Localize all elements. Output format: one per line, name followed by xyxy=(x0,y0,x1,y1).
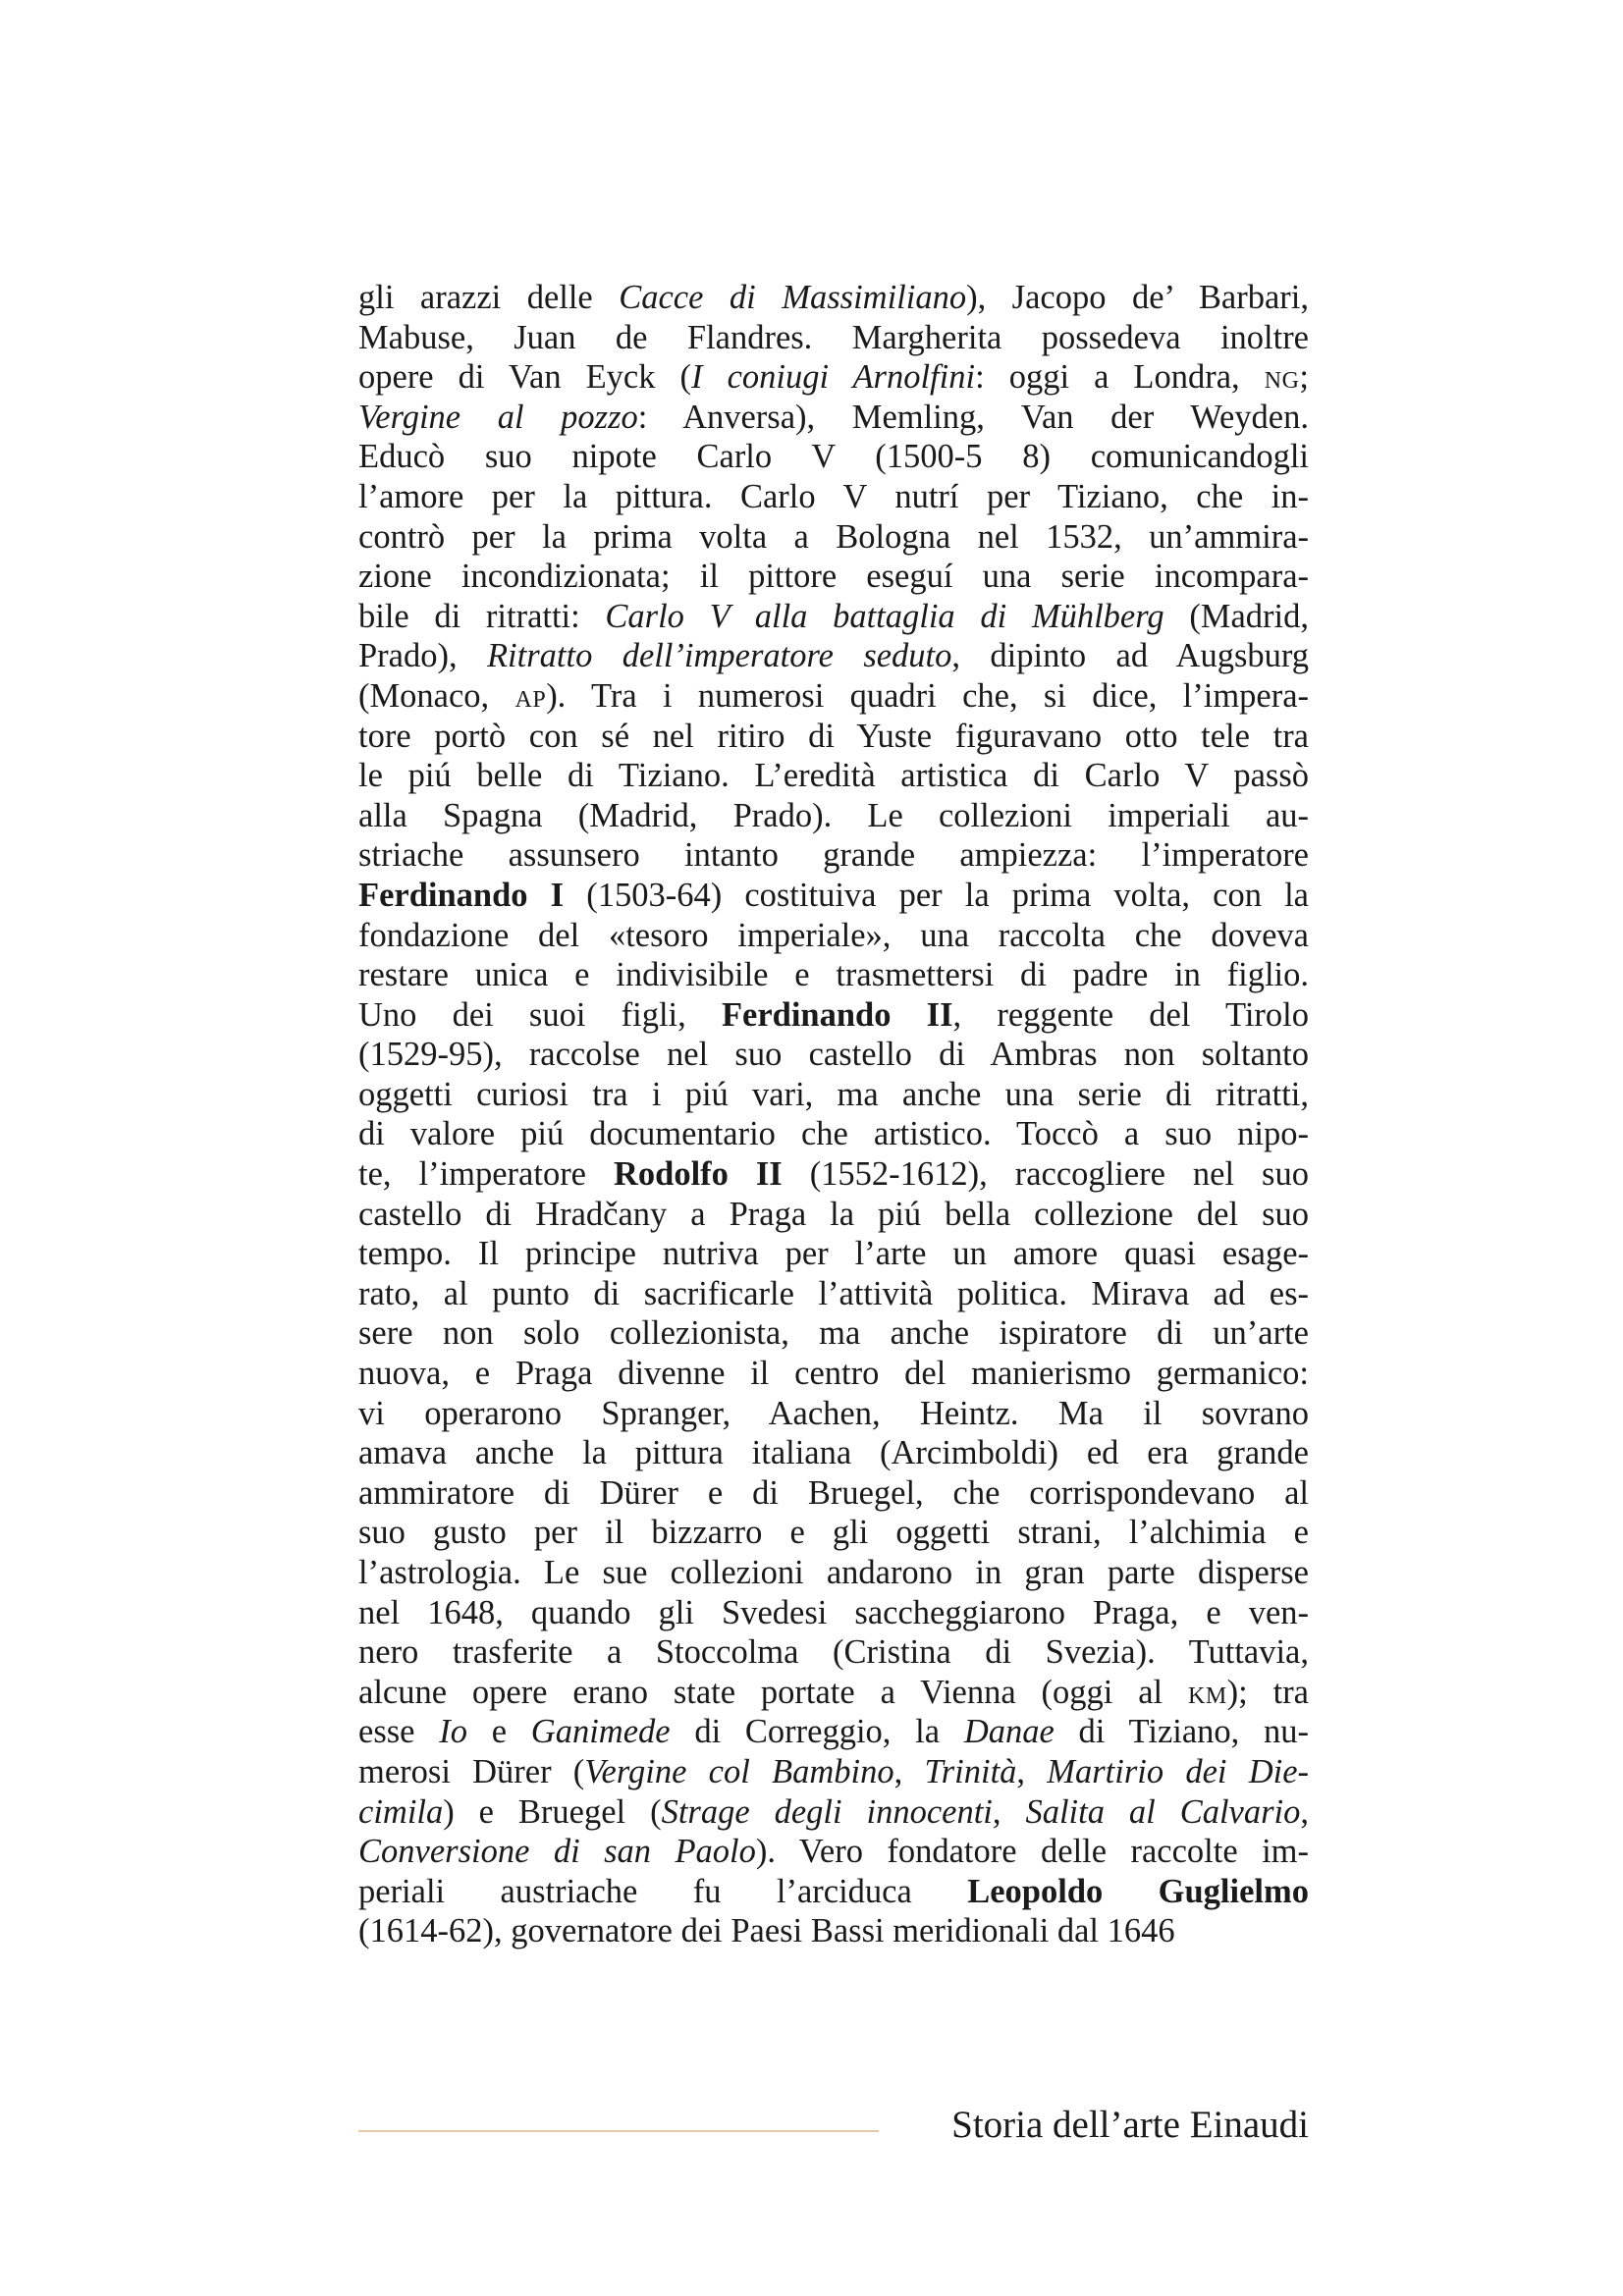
text-segment: ), Jacopo de’ Barbari, xyxy=(966,279,1309,316)
text-line xyxy=(358,1832,1309,1872)
text-line xyxy=(358,1712,1309,1752)
text-segment: bile di ritratti: xyxy=(358,597,606,635)
bold-text: Ferdinando I xyxy=(358,876,565,914)
text-segment: Educò suo nipote Carlo V (1500-5 8) comunicandogli xyxy=(358,438,1309,476)
text-segment: , xyxy=(1016,1752,1048,1790)
text-segment: Uno dei suoi figli, xyxy=(358,995,722,1034)
text-segment: (1529-95), raccolse nel suo castello di Ambras non soltanto xyxy=(358,1036,1309,1074)
text-line xyxy=(358,1114,1309,1154)
text-segment: di Correggio, la xyxy=(670,1713,964,1751)
text-segment: periali austriache fu l’arciduca xyxy=(358,1872,968,1910)
text-line xyxy=(358,1632,1309,1673)
text-line xyxy=(358,796,1309,836)
text-segment: (1552-1612), raccogliere nel suo xyxy=(782,1155,1309,1194)
text-segment: (Madrid, xyxy=(1163,597,1309,635)
text-line xyxy=(358,1872,1309,1912)
text-line xyxy=(358,318,1309,358)
text-segment: oggetti curiosi tra i piú vari, ma anche una serie di ritratti, xyxy=(358,1075,1309,1113)
italic-text: Carlo V alla battaglia di Mühlberg xyxy=(605,597,1164,635)
text-segment: ). Vero fondatore delle raccolte im- xyxy=(755,1833,1309,1871)
text-line xyxy=(358,437,1309,477)
text-segment: zione incondizionata; il pittore eseguí una serie incompara- xyxy=(358,558,1309,596)
text-line xyxy=(358,477,1309,517)
bold-text: Ferdinando II xyxy=(721,995,953,1034)
text-segment: nero trasferite a Stoccolma (Cristina di Svezia). Tuttavia, xyxy=(358,1633,1309,1672)
italic-text: Martirio dei Die- xyxy=(1047,1752,1310,1790)
text-segment: rato, al punto di sacrificarle l’attività politica. Mirava ad es- xyxy=(358,1274,1309,1312)
italic-text: Ganimede xyxy=(530,1713,671,1751)
body-text xyxy=(358,278,1309,1951)
text-segment: , xyxy=(992,1792,1026,1831)
italic-text: cimila xyxy=(358,1792,444,1831)
text-segment: : Anversa), Memling, Van der Weyden. xyxy=(637,398,1309,436)
text-segment: castello di Hradčany a Praga la piú bella collezione del suo xyxy=(358,1195,1309,1233)
text-segment: , xyxy=(1300,1792,1309,1831)
text-line xyxy=(358,1234,1309,1274)
text-line xyxy=(358,1154,1309,1195)
text-line xyxy=(358,1274,1309,1314)
text-segment: suo gusto per il bizzarro e gli oggetti strani, l’alchimia e xyxy=(358,1514,1309,1552)
text-segment: Prado), xyxy=(358,637,487,675)
text-line xyxy=(358,1394,1309,1434)
text-segment: di Tiziano, nu- xyxy=(1054,1713,1310,1751)
text-segment: ) e Bruegel ( xyxy=(443,1792,662,1831)
small-caps-text: ap xyxy=(514,676,547,715)
text-segment: e xyxy=(466,1713,531,1751)
italic-text: Vergine al pozzo xyxy=(358,398,638,436)
text-segment: striache assunsero intanto grande ampiezza: l’imperatore xyxy=(358,836,1309,875)
page-footer xyxy=(358,2101,1309,2150)
text-segment: , xyxy=(893,1752,925,1790)
text-segment: Mabuse, Juan de Flandres. Margherita possedeva inoltre xyxy=(358,318,1309,356)
text-segment: fondazione del «tesoro imperiale», una raccolta che doveva xyxy=(358,916,1309,954)
italic-text: Cacce di Massimiliano xyxy=(619,279,967,316)
text-segment: opere di Van Eyck ( xyxy=(358,358,692,397)
text-line xyxy=(358,995,1309,1036)
text-line xyxy=(358,1473,1309,1514)
text-segment: restare unica e indivisibile e trasmettersi di padre in figlio. xyxy=(358,956,1309,994)
text-segment: tempo. Il principe nutriva per l’arte un amore quasi esage- xyxy=(358,1235,1309,1273)
text-segment: esse xyxy=(358,1713,440,1751)
italic-text: I coniugi Arnolfini xyxy=(691,358,976,397)
text-line xyxy=(358,1752,1309,1792)
text-line xyxy=(358,835,1309,876)
text-line xyxy=(358,876,1309,916)
italic-text: Ritratto dell’imperatore seduto xyxy=(486,637,952,675)
italic-text: Conversione di san Paolo xyxy=(358,1833,756,1871)
text-segment: sere non solo collezionista, ma anche ispiratore di un’arte xyxy=(358,1314,1309,1353)
text-segment: gli arazzi delle xyxy=(358,279,620,316)
text-segment: ); tra xyxy=(1226,1673,1309,1711)
text-line xyxy=(358,676,1309,717)
italic-text: Io xyxy=(439,1713,467,1751)
italic-text: Salita al Calvario xyxy=(1025,1792,1301,1831)
text-line xyxy=(358,597,1309,637)
text-segment: (Monaco, xyxy=(358,676,515,715)
text-line xyxy=(358,1673,1309,1713)
text-line xyxy=(358,756,1309,796)
text-line xyxy=(358,1911,1309,1951)
text-line xyxy=(358,1593,1309,1633)
footer-rule xyxy=(358,2130,879,2132)
italic-text: Vergine col Bambino xyxy=(584,1752,894,1790)
text-segment: amava anche la pittura italiana (Arcimboldi) ed era grande xyxy=(358,1434,1309,1472)
text-line xyxy=(358,398,1309,438)
bold-text: Leopoldo Guglielmo xyxy=(967,1872,1309,1910)
text-segment: contrò per la prima volta a Bologna nel 1532, un’ammira- xyxy=(358,517,1309,556)
text-line xyxy=(358,517,1309,558)
small-caps-text: km xyxy=(1188,1673,1227,1711)
text-line xyxy=(358,916,1309,956)
text-line xyxy=(358,1792,1309,1833)
text-segment: , dipinto ad Augsburg xyxy=(951,637,1310,675)
text-line xyxy=(358,1553,1309,1593)
text-line xyxy=(358,1433,1309,1473)
text-line xyxy=(358,1313,1309,1354)
text-line xyxy=(358,717,1309,757)
text-line xyxy=(358,1035,1309,1075)
text-line xyxy=(358,1075,1309,1115)
bold-text: Rodolfo II xyxy=(613,1155,783,1194)
text-line xyxy=(358,1513,1309,1553)
text-segment: alla Spagna (Madrid, Prado). Le collezioni imperiali au- xyxy=(358,796,1309,834)
text-segment: (1503-64) costituiva per la prima volta, con la xyxy=(564,876,1309,914)
text-line xyxy=(358,955,1309,995)
text-line xyxy=(358,1195,1309,1235)
text-segment: (1614-62), governatore dei Paesi Bassi meridionali dal 1646 xyxy=(358,1912,1175,1950)
italic-text: Trinità xyxy=(924,1752,1017,1790)
text-segment: l’astrologia. Le sue collezioni andarono in gran parte disperse xyxy=(358,1554,1309,1591)
text-segment: tore portò con sé nel ritiro di Yuste figuravano otto tele tra xyxy=(358,717,1309,755)
text-line xyxy=(358,357,1309,398)
text-line xyxy=(358,1354,1309,1394)
text-segment: te, l’imperatore xyxy=(358,1155,614,1194)
text-segment: merosi Dürer ( xyxy=(358,1752,585,1790)
text-segment: di valore piú documentario che artistico. Toccò a suo nipo- xyxy=(358,1115,1309,1153)
text-segment: l’amore per la pittura. Carlo V nutrí per Tiziano, che in- xyxy=(358,477,1309,515)
text-segment: alcune opere erano state portate a Vienna (oggi al xyxy=(358,1673,1188,1711)
text-segment: : oggi a Londra, xyxy=(975,358,1265,397)
text-segment: le piú belle di Tiziano. L’eredità artistica di Carlo V passò xyxy=(358,757,1309,795)
text-segment: vi operarono Spranger, Aachen, Heintz. Ma il sovrano xyxy=(358,1394,1309,1432)
text-segment: nuova, e Praga divenne il centro del manierismo germanico: xyxy=(358,1355,1309,1393)
text-line xyxy=(358,636,1309,676)
footer-title: Storia dell’arte Einaudi xyxy=(951,2104,1309,2146)
small-caps-text: ng xyxy=(1264,358,1300,397)
text-line xyxy=(358,557,1309,597)
text-segment: , reggente del Tirolo xyxy=(952,995,1309,1034)
text-segment: ; xyxy=(1299,358,1309,397)
text-segment: nel 1648, quando gli Svedesi saccheggiarono Praga, e ven- xyxy=(358,1593,1309,1631)
italic-text: Danae xyxy=(963,1713,1055,1751)
text-segment: ). Tra i numerosi quadri che, si dice, l’impera- xyxy=(546,676,1310,715)
text-segment: ammiratore di Dürer e di Bruegel, che corrispondevano al xyxy=(358,1473,1309,1512)
italic-text: Strage degli innocenti xyxy=(661,1792,993,1831)
text-line xyxy=(358,278,1309,318)
